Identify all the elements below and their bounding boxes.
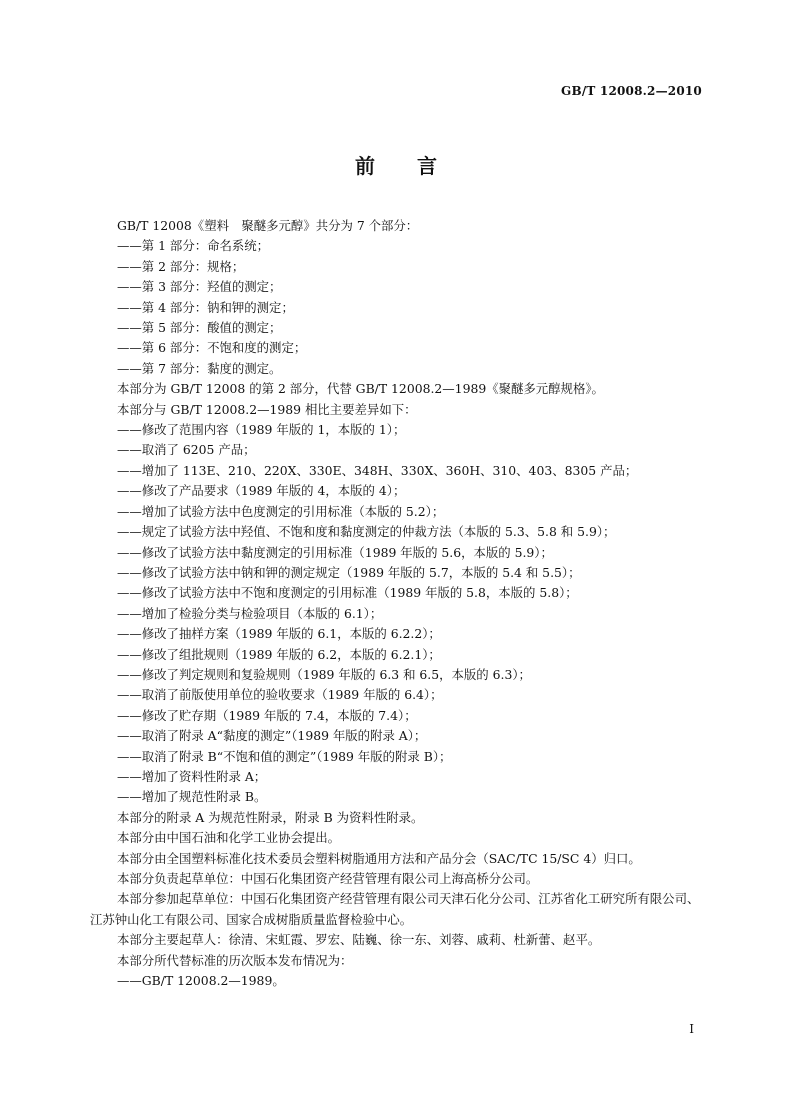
page-title: 前言 (355, 154, 479, 178)
text-line: 本部分的附录 A 为规范性附录，附录 B 为资料性附录。 (117, 809, 424, 825)
text-line: ——增加了检验分类与检验项目（本版的 6.1）； (117, 605, 383, 621)
text-line: ——修改了范围内容（1989 年版的 1，本版的 1）； (117, 422, 406, 438)
text-line: ——第 1 部分：命名系统； (117, 238, 270, 254)
text-line: ——规定了试验方法中羟值、不饱和度和黏度测定的仲裁方法（本版的 5.3、5.8 和 5.9）； (117, 524, 616, 540)
text-line: ——修改了组批规则（1989 年版的 6.2，本版的 6.2.1）； (117, 646, 441, 662)
text-line: ——增加了 113E、210、220X、330E、348H、330X、360H、310、403、8305 产品； (117, 462, 638, 478)
text-line: ——修改了判定规则和复验规则（1989 年版的 6.3 和 6.5，本版的 6.3）； (117, 666, 531, 682)
text-line: GB/T 12008《塑料 聚醚多元醇》共分为 7 个部分： (117, 218, 419, 233)
text-line: 本部分为 GB/T 12008 的第 2 部分，代替 GB/T 12008.2—1989《聚醚多元醇规格》。 (117, 381, 604, 397)
text-line: ——第 4 部分：钠和钾的测定； (117, 299, 294, 315)
text-line: ——取消了附录 B“不饱和值的测定”（1989 年版的附录 B）； (117, 748, 452, 764)
text-line: 本部分与 GB/T 12008.2—1989 相比主要差异如下： (117, 401, 417, 417)
text-line: ——增加了资料性附录 A； (117, 768, 267, 784)
text-line: ——增加了规范性附录 B。 (117, 789, 267, 805)
text-line: ——第 3 部分：羟值的测定； (117, 279, 282, 295)
text-line: 本部分由全国塑料标准化技术委员会塑料树脂通用方法和产品分会（SAC/TC 15/SC 4）归口。 (117, 850, 641, 866)
text-line: ——取消了附录 A“黏度的测定”（1989 年版的附录 A）； (117, 728, 427, 744)
text-line: ——修改了贮存期（1989 年版的 7.4，本版的 7.4）； (117, 707, 417, 723)
text-line: ——GB/T 12008.2—1989。 (117, 973, 285, 989)
text-line: 本部分所代替标准的历次版本发布情况为： (117, 952, 353, 968)
text-line: ——增加了试验方法中色度测定的引用标准（本版的 5.2）； (117, 503, 445, 519)
document-id: GB/T 12008.2—2010 (561, 84, 702, 98)
foreword-body (90, 216, 704, 991)
text-line: ——修改了试验方法中黏度测定的引用标准（1989 年版的 5.6，本版的 5.9）； (117, 544, 553, 560)
text-line: ——修改了试验方法中不饱和度测定的引用标准（1989 年版的 5.8，本版的 5.8）； (117, 585, 578, 601)
text-line: ——修改了抽样方案（1989 年版的 6.1，本版的 6.2.2）； (117, 626, 441, 642)
text-line: ——第 5 部分：酸值的测定； (117, 320, 282, 336)
text-line: 本部分主要起草人：徐清、宋虹霞、罗宏、陆巍、徐一东、刘蓉、戚莉、杜新蕾、赵平。 (117, 932, 601, 948)
page-number: I (689, 1022, 694, 1036)
text-line: ——修改了试验方法中钠和钾的测定规定（1989 年版的 5.7，本版的 5.4 和 5.5）； (117, 564, 581, 580)
text-line: ——第 7 部分：黏度的测定。 (117, 360, 282, 376)
text-line: 本部分负责起草单位：中国石化集团资产经营管理有限公司上海高桥分公司。 (117, 871, 539, 886)
text-line: ——取消了 6205 产品； (117, 442, 256, 458)
text-paragraph: 本部分参加起草单位：中国石化集团资产经营管理有限公司天津石化分公司、江苏省化工研究所有限公司、江苏钟山化工有限公司、国家合成树脂质量监督检验中心。 (90, 891, 700, 927)
text-line: ——第 2 部分：规格； (117, 258, 245, 274)
text-line: ——修改了产品要求（1989 年版的 4，本版的 4）； (117, 483, 406, 499)
text-line: 本部分由中国石油和化学工业协会提出。 (117, 830, 341, 846)
text-line: ——取消了前版使用单位的验收要求（1989 年版的 6.4）； (117, 687, 443, 703)
text-line: ——第 6 部分：不饱和度的测定； (117, 340, 307, 356)
